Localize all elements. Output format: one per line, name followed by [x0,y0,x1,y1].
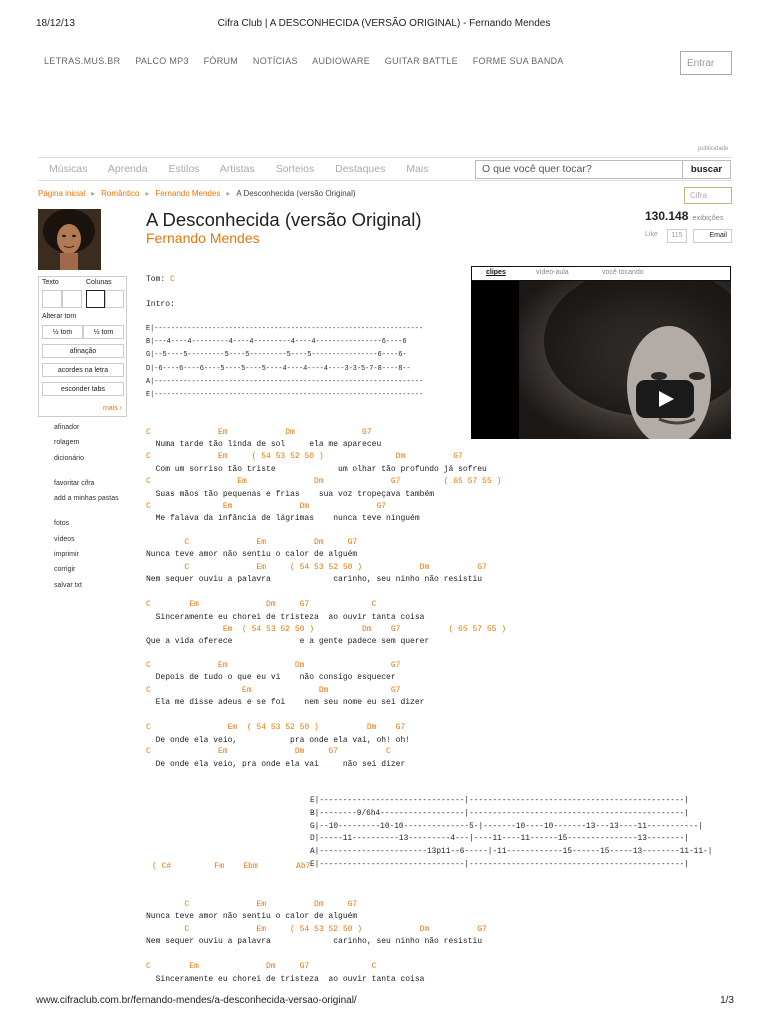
tom-line [146,275,175,284]
side-link-favoritar[interactable]: favoritar cifra [54,479,95,487]
chord-line[interactable]: C Em Dm G7 [146,502,387,511]
print-url: www.cifraclub.com.br/fernando-mendes/a-desconhecida-versao-original/ [36,995,357,1006]
video-tab-video-aula[interactable]: vídeo-aula [536,269,569,276]
lyric-line: De onde ela veio, pra onde ela vai, oh! oh! [146,736,411,745]
view-count-label: exibições [692,213,724,222]
toplink-palco-mp3[interactable]: PALCO MP3 [135,56,189,66]
like-count: 115 [667,229,687,243]
chord-line[interactable]: C Em Dm G7 C [146,962,377,971]
colunas-label: Colunas [86,279,112,286]
alterar-tom-label: Alterar tom [42,313,77,320]
tab-line: D|-----11----------13---------4---|----11----11------15---------------13--------| [310,835,689,844]
nav-item-mais[interactable]: Mais [406,163,429,175]
side-link-videos[interactable]: vídeos [54,535,75,543]
toplink-guitar-battle[interactable]: GUITAR BATTLE [384,56,458,66]
side-link-corrigir[interactable]: corrigir [54,566,76,574]
email-button[interactable]: Email [693,229,732,243]
nav-item-estilos[interactable]: Estilos [168,163,200,175]
toplink-forum[interactable]: FÓRUM [203,56,239,66]
tab-line: A|----------------------------------------------------------------- [146,377,424,386]
acordes-na-letra-button[interactable]: acordes na letra [42,363,124,377]
toplink-letras[interactable]: LETRAS.MUS.BR [44,56,121,66]
side-link-imprimir[interactable]: imprimir [54,551,79,559]
tom-value[interactable]: C [170,275,175,284]
nav-item-aprenda[interactable]: Aprenda [107,163,148,175]
lyric-line: Nunca teve amor não sentiu o calor de alguém [146,912,358,921]
chord-line[interactable]: C Em ( 54 53 52 50 ) Dm G7 [146,723,406,732]
chord-line[interactable]: C Em Dm G7 ( 65 57 55 ) [146,477,502,486]
like-button[interactable]: Like [645,231,658,238]
chord-line[interactable]: C Em Dm G7 [146,428,372,437]
chord-line[interactable]: C Em Dm G7 [146,686,401,695]
song-artist-link[interactable]: Fernando Mendes [146,230,260,246]
side-link-rolagem[interactable]: rolagem [54,439,80,447]
video-tab-voce-tocando[interactable]: você tocando [602,269,644,276]
tab-line: E|-------------------------------|----------------------------------------------| [310,861,689,869]
breadcrumb-romantico[interactable]: Romântico [101,189,140,198]
tools-panel [38,276,127,417]
chord-line[interactable]: C Em ( 54 53 52 50 ) Dm G7 [146,925,487,934]
print-page-number: 1/3 [720,995,734,1006]
side-link-salvar-txt[interactable]: salvar txt [54,581,83,589]
text-size-small[interactable] [42,290,62,308]
columns-one[interactable] [86,290,105,308]
song-title: A Desconhecida (versão Original) [146,209,422,230]
top-links [44,56,576,66]
chord-line[interactable]: C Em Dm G7 [146,900,358,909]
toplink-noticias[interactable]: NOTÍCIAS [252,56,298,66]
play-icon[interactable] [636,380,694,418]
lyric-line: Nem sequer ouviu a palavra carinho, seu ninho não resistiu [146,937,483,946]
video-player[interactable] [471,266,731,439]
lyric-line: Com um sorriso tão triste um olhar tão profundo já sofreu [146,465,487,474]
tab-line: B|--------9/6h4------------------|----------------------------------------------| [310,809,689,818]
breadcrumb-home[interactable]: Página inicial [38,189,86,198]
lyric-line: Suas mãos tão pequenas e frias sua voz tropeçava também [146,490,435,499]
tom-label: Tom: [146,275,171,284]
lyric-line: Numa tarde tão linda de sol ela me apareceu [146,440,382,449]
lyric-line: De onde ela veio, pra onde ela vai não sei dizer [146,760,406,769]
breadcrumb-current: A Desconhecida (versão Original) [236,189,356,198]
search-input[interactable]: O que você quer tocar? [475,160,683,179]
texto-label: Texto [42,279,59,286]
video-tab-clipes[interactable]: clipes [486,269,506,276]
video-thumbnail[interactable] [519,281,731,439]
chord-line[interactable]: C Em ( 54 53 52 50 ) Dm G7 [146,563,487,572]
lyric-line: Nem sequer ouviu a palavra carinho, seu ninho não resistiu [146,575,483,584]
search-button[interactable]: buscar [683,160,731,179]
afinacao-button[interactable]: afinação [42,344,124,358]
lyric-line: Nunca teve amor não sentiu o calor de alguém [146,550,358,559]
tab-line: G|--5----5---------5----5---------5----5----------------6----6- [146,351,407,360]
nav-item-artistas[interactable]: Artistas [219,163,255,175]
main-nav [38,157,732,181]
breadcrumb [38,189,356,198]
view-count-value: 130.148 [645,209,689,223]
lyric-line: Sinceramente eu chorei de tristeza ao ouvir tanta coisa [146,975,425,984]
lyric-line: Depois de tudo o que eu vi não consigo esquecer [146,673,396,682]
cifra-search-input[interactable]: Cifra [684,187,732,204]
breadcrumb-separator-icon: ▸ [226,189,231,198]
nav-item-musicas[interactable]: Músicas [49,163,88,175]
columns-two[interactable] [105,290,124,308]
intro-label: Intro: [146,300,175,309]
tab-line: A|-----------------------13p11--6-----|-11------------15------15-----13--------11-11-| [310,848,713,857]
half-tone-up-button[interactable]: ½ tom [83,325,124,339]
tab-line: E|----------------------------------------------------------------- [146,391,424,399]
tab-line: D|-6----6----6----5----5----5----4----4----4----3-3-5-7-8----8-- [146,364,411,373]
print-date: 18/12/13 [36,18,75,29]
toplink-audioware[interactable]: AUDIOWARE [312,56,371,66]
artist-avatar[interactable] [38,209,101,270]
side-link-fotos[interactable]: fotos [54,520,70,528]
lyric-line: Que a vida oferece e a gente padece sem querer [146,637,430,646]
chord-line[interactable]: C Em Dm G7 C [146,747,391,756]
nav-item-destaques[interactable]: Destaques [335,163,386,175]
toplink-forme-sua-banda[interactable]: FORME SUA BANDA [472,56,564,66]
chord-line[interactable]: C Em ( 54 53 52 50 ) Dm G7 [146,452,463,461]
view-count [645,209,724,223]
side-links [54,420,119,593]
chord-line[interactable]: C Em Dm G7 [146,661,401,670]
nav-item-sorteios[interactable]: Sorteios [275,163,315,175]
esconder-tabs-button[interactable]: esconder tabs [42,382,124,396]
lyric-line: Me falava da infância de lágrimas nunca teve ninguém [146,514,420,523]
video-tabs [471,266,731,281]
solo-chords: ( C# Fm Ebm Ab7 [152,862,311,871]
text-size-selector [42,290,124,308]
mais-link[interactable]: mais › [102,405,122,412]
lyric-line: Ela me disse adeus e se foi nem seu nome eu sei dizer [146,698,425,707]
print-title: Cifra Club | A DESCONHECIDA (VERSÃO ORIGINAL) - Fernando Mendes [217,18,551,29]
lyric-line: Sinceramente eu chorei de tristeza ao ouvir tanta coisa [146,613,425,622]
tab-line: B|---4----4---------4----4---------4----4----------------6----6 [146,338,407,347]
breadcrumb-artist[interactable]: Fernando Mendes [155,189,221,198]
half-tone-down-button[interactable]: ½ tom [42,325,83,339]
side-link-add-pastas[interactable]: add a minhas pastas [54,495,119,503]
tab-line: E|----------------------------------------------------------------- [146,325,424,333]
chord-line[interactable]: C Em Dm G7 [146,538,358,547]
tab-line: G|--10---------10-10--------------5-|-------10----10-------13---13----11-----------| [310,822,704,831]
chord-line[interactable]: C Em Dm G7 C [146,600,377,609]
tab-line: E|-------------------------------|----------------------------------------------| [310,797,689,805]
breadcrumb-separator-icon: ▸ [145,189,150,198]
login-button[interactable]: Entrar [680,51,732,75]
side-link-dicionario[interactable]: dicionário [54,454,84,462]
breadcrumb-separator-icon: ▸ [91,189,96,198]
ad-label: publicidade [698,146,729,152]
text-size-large[interactable] [62,290,82,308]
print-header [0,18,768,32]
side-link-afinador[interactable]: afinador [54,424,80,431]
chord-line[interactable]: Em ( 54 53 52 50 ) Dm G7 ( 65 57 55 ) [146,625,507,634]
